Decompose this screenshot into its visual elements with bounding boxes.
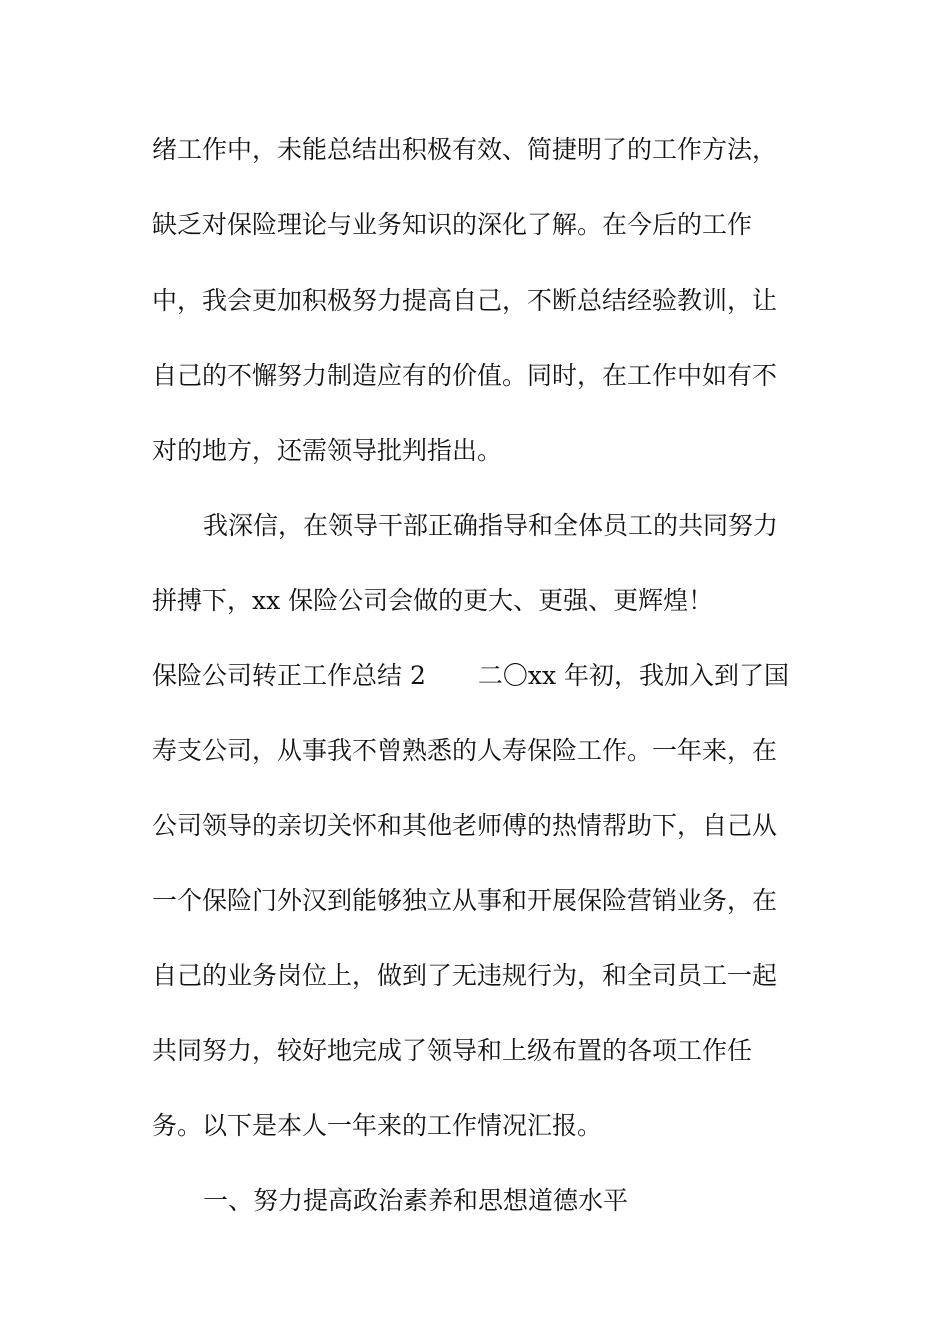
text-line: 自己的业务岗位上，做到了无违规行为，和全司员工一起 <box>152 961 778 990</box>
text-line: 自己的不懈努力制造应有的价值。同时，在工作中如有不 <box>152 361 778 390</box>
text-line: 绪工作中，未能总结出积极有效、简捷明了的工作方法， <box>152 135 778 164</box>
text-line: 拼搏下，xx 保险公司会做的更大、更强、更辉煌！ <box>152 586 714 615</box>
text-line: 对的地方，还需领导批判指出。 <box>152 436 503 465</box>
subheading: 一、努力提高政治素养和思想道德水平 <box>203 1186 629 1215</box>
text-line: 共同努力，较好地完成了领导和上级布置的各项工作任 <box>152 1036 753 1065</box>
text-line: 寿支公司，从事我不曾熟悉的人寿保险工作。一年来，在 <box>152 736 778 765</box>
text-line: 缺乏对保险理论与业务知识的深化了解。在今后的工作 <box>152 210 753 239</box>
text-line: 务。以下是本人一年来的工作情况汇报。 <box>152 1111 603 1140</box>
section-body-start: 二〇xx 年初，我加入到了国 <box>477 661 790 690</box>
section-heading-line <box>152 656 802 696</box>
text-line: 一个保险门外汉到能够独立从事和开展保险营销业务，在 <box>152 886 778 915</box>
paragraph-first-line: 我深信，在领导干部正确指导和全体员工的共同努力 <box>203 511 779 540</box>
section-title: 保险公司转正工作总结 2 <box>152 661 426 690</box>
text-line: 中，我会更加积极努力提高自己，不断总结经验教训，让 <box>152 286 778 315</box>
text-line: 公司领导的亲切关怀和其他老师傅的热情帮助下，自己从 <box>152 811 778 840</box>
